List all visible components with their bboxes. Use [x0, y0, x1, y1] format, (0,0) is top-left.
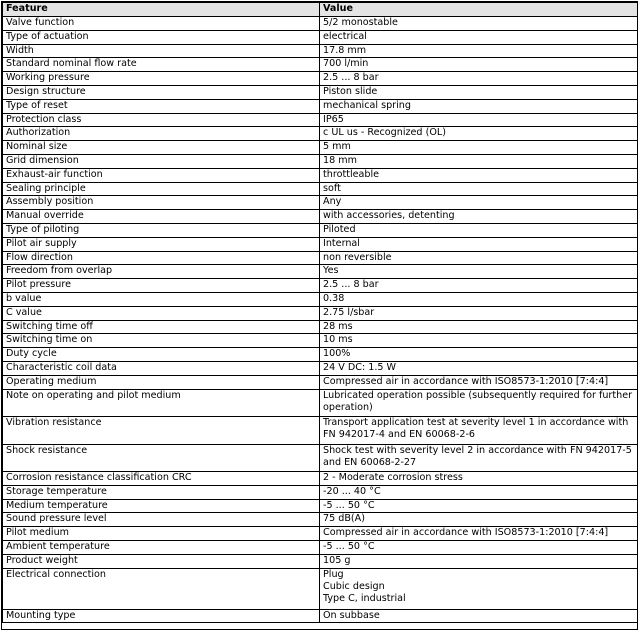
- feature-cell: Note on operating and pilot medium: [3, 389, 320, 417]
- feature-cell: Sealing principle: [3, 182, 320, 196]
- feature-cell: Standard nominal flow rate: [3, 58, 320, 72]
- table-row: [3, 141, 638, 155]
- table-row: [3, 182, 638, 196]
- value-cell: [320, 568, 638, 609]
- table-row: [3, 17, 638, 31]
- feature-cell: Width: [3, 44, 320, 58]
- table-row: [3, 334, 638, 348]
- column-header-feature: Feature: [3, 3, 320, 17]
- feature-cell: Valve function: [3, 17, 320, 31]
- value-cell: Shock test with severity level 2 in accordance with FN 942017-5 and EN 60068-2-27: [320, 444, 638, 472]
- value-cell: 2 - Moderate corrosion stress: [320, 472, 638, 486]
- value-cell: Piston slide: [320, 85, 638, 99]
- value-cell: -5 ... 50 °C: [320, 541, 638, 555]
- value-cell: throttleable: [320, 168, 638, 182]
- table-row: [3, 265, 638, 279]
- table-row: [3, 279, 638, 293]
- feature-cell: Pilot pressure: [3, 279, 320, 293]
- value-cell: c UL us - Recognized (OL): [320, 127, 638, 141]
- value-line: Cubic design: [323, 581, 385, 592]
- table-row: [3, 210, 638, 224]
- spec-sheet: [1, 1, 638, 630]
- feature-cell: Shock resistance: [3, 444, 320, 472]
- table-row: [3, 306, 638, 320]
- table-row: [3, 196, 638, 210]
- value-cell: Yes: [320, 265, 638, 279]
- feature-cell: Flow direction: [3, 251, 320, 265]
- table-row: [3, 237, 638, 251]
- table-row: [3, 375, 638, 389]
- value-cell: soft: [320, 182, 638, 196]
- feature-cell: Nominal size: [3, 141, 320, 155]
- feature-cell: Electrical connection: [3, 568, 320, 609]
- feature-cell: Protection class: [3, 113, 320, 127]
- value-cell: -5 ... 50 °C: [320, 499, 638, 513]
- table-row: [3, 348, 638, 362]
- value-cell: 5 mm: [320, 141, 638, 155]
- table-row-mounting-type: [3, 609, 638, 623]
- table-row: [3, 251, 638, 265]
- feature-cell: Operating medium: [3, 375, 320, 389]
- value-cell: 18 mm: [320, 154, 638, 168]
- feature-cell: Ambient temperature: [3, 541, 320, 555]
- table-row: [3, 58, 638, 72]
- value-cell: 75 dB(A): [320, 513, 638, 527]
- column-header-value: Value: [320, 3, 638, 17]
- table-row: [3, 85, 638, 99]
- table-row: [3, 223, 638, 237]
- table-row: [3, 417, 638, 445]
- table-row: [3, 292, 638, 306]
- feature-cell: Grid dimension: [3, 154, 320, 168]
- value-cell: Lubricated operation possible (subsequently required for further operation): [320, 389, 638, 417]
- feature-cell: Authorization: [3, 127, 320, 141]
- value-cell: Compressed air in accordance with ISO8573-1:2010 [7:4:4]: [320, 375, 638, 389]
- value-cell: 24 V DC: 1.5 W: [320, 361, 638, 375]
- value-cell: 700 l/min: [320, 58, 638, 72]
- table-row: [3, 444, 638, 472]
- value-cell: 100%: [320, 348, 638, 362]
- value-cell: On subbase: [320, 609, 638, 623]
- table-row: [3, 44, 638, 58]
- table-row: [3, 527, 638, 541]
- table-row: [3, 513, 638, 527]
- table-row: [3, 361, 638, 375]
- feature-cell: Product weight: [3, 554, 320, 568]
- table-row: [3, 72, 638, 86]
- feature-cell: C value: [3, 306, 320, 320]
- value-cell: 17.8 mm: [320, 44, 638, 58]
- table-row: [3, 472, 638, 486]
- value-line: Plug: [323, 568, 344, 580]
- feature-cell: Pilot medium: [3, 527, 320, 541]
- feature-cell: Exhaust-air function: [3, 168, 320, 182]
- value-cell: Any: [320, 196, 638, 210]
- value-cell: 105 g: [320, 554, 638, 568]
- value-cell: IP65: [320, 113, 638, 127]
- feature-cell: Characteristic coil data: [3, 361, 320, 375]
- feature-cell: Duty cycle: [3, 348, 320, 362]
- feature-cell: b value: [3, 292, 320, 306]
- value-cell: 2.75 l/sbar: [320, 306, 638, 320]
- value-cell: 10 ms: [320, 334, 638, 348]
- table-row: [3, 30, 638, 44]
- feature-cell: Freedom from overlap: [3, 265, 320, 279]
- value-cell: 0.38: [320, 292, 638, 306]
- feature-cell: Corrosion resistance classification CRC: [3, 472, 320, 486]
- feature-cell: Type of actuation: [3, 30, 320, 44]
- value-cell: with accessories, detenting: [320, 210, 638, 224]
- value-cell: Transport application test at severity level 1 in accordance with FN 942017-4 and EN 60068-2-6: [320, 417, 638, 445]
- value-line: Type C, industrial: [323, 593, 406, 605]
- value-cell: 2.5 ... 8 bar: [320, 72, 638, 86]
- feature-cell: Medium temperature: [3, 499, 320, 513]
- feature-cell: Switching time off: [3, 320, 320, 334]
- table-row-electrical-connection: [3, 568, 638, 609]
- feature-cell: Type of piloting: [3, 223, 320, 237]
- table-row: [3, 127, 638, 141]
- feature-cell: Pilot air supply: [3, 237, 320, 251]
- feature-cell: Mounting type: [3, 609, 320, 623]
- table-row: [3, 485, 638, 499]
- value-cell: 28 ms: [320, 320, 638, 334]
- value-cell: -20 ... 40 °C: [320, 485, 638, 499]
- value-cell: Internal: [320, 237, 638, 251]
- table-row: [3, 554, 638, 568]
- table-row: [3, 389, 638, 417]
- spec-table: [2, 2, 638, 623]
- feature-cell: Storage temperature: [3, 485, 320, 499]
- table-row: [3, 499, 638, 513]
- feature-cell: Vibration resistance: [3, 417, 320, 445]
- table-row: [3, 113, 638, 127]
- table-row: [3, 541, 638, 555]
- feature-cell: Assembly position: [3, 196, 320, 210]
- feature-cell: Design structure: [3, 85, 320, 99]
- table-row: [3, 154, 638, 168]
- table-header-row: [3, 3, 638, 17]
- value-cell: 2.5 ... 8 bar: [320, 279, 638, 293]
- value-cell: Compressed air in accordance with ISO8573-1:2010 [7:4:4]: [320, 527, 638, 541]
- value-cell: non reversible: [320, 251, 638, 265]
- value-cell: 5/2 monostable: [320, 17, 638, 31]
- table-row: [3, 320, 638, 334]
- feature-cell: Sound pressure level: [3, 513, 320, 527]
- feature-cell: Switching time on: [3, 334, 320, 348]
- value-cell: mechanical spring: [320, 99, 638, 113]
- value-cell: electrical: [320, 30, 638, 44]
- table-row: [3, 99, 638, 113]
- feature-cell: Working pressure: [3, 72, 320, 86]
- table-row: [3, 168, 638, 182]
- feature-cell: Manual override: [3, 210, 320, 224]
- feature-cell: Type of reset: [3, 99, 320, 113]
- value-cell: Piloted: [320, 223, 638, 237]
